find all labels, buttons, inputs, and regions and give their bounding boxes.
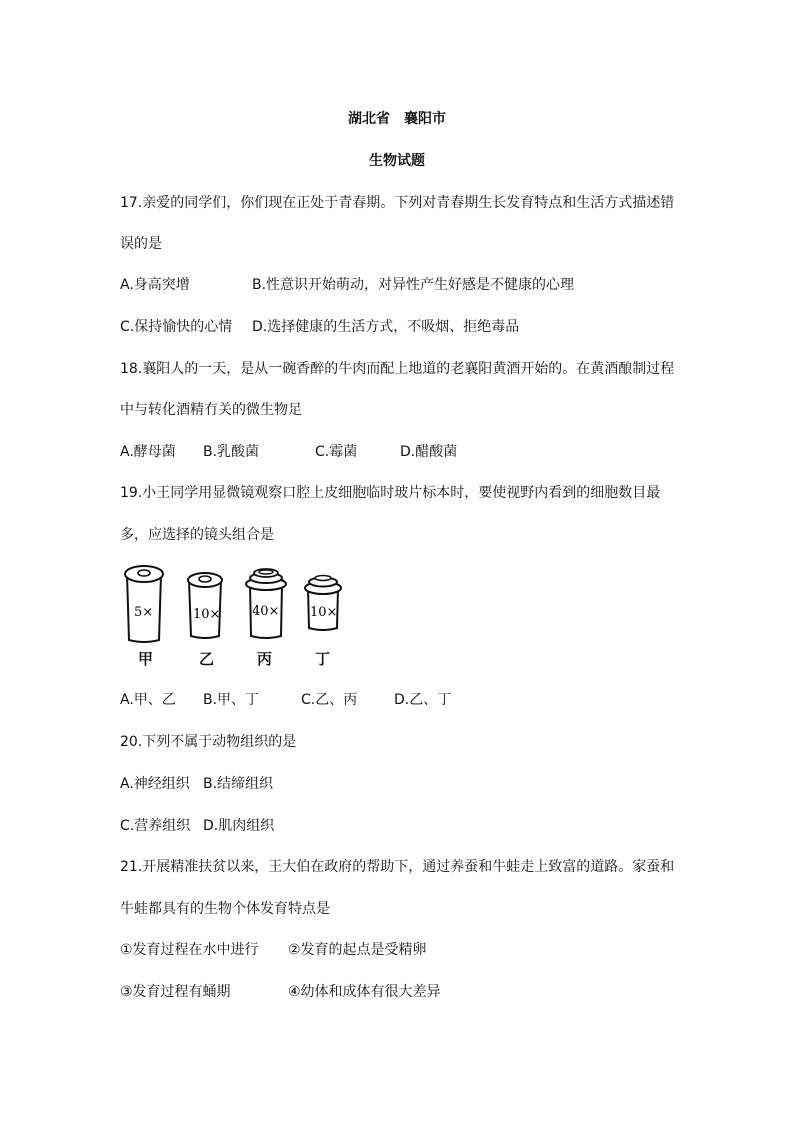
lens-jia-mag: 5× bbox=[134, 605, 154, 620]
lens-ding-label: 丁 bbox=[315, 650, 331, 668]
lens-bing-mag: 40× bbox=[252, 604, 280, 619]
lens-ding bbox=[305, 576, 341, 631]
lens-jia bbox=[125, 566, 163, 642]
lens-diagram bbox=[118, 560, 358, 680]
q17-option-b: B.性意识开始萌动，对异性产生好感是不健康的心理 bbox=[252, 277, 575, 293]
q21-stem-line2: 牛蛙都具有的生物个体发育特点是 bbox=[120, 901, 330, 917]
q20-option-d: D.肌肉组织 bbox=[203, 818, 275, 834]
lens-bing bbox=[246, 569, 286, 638]
q19-option-c: C.乙、丙 bbox=[301, 692, 358, 708]
q18-option-a: A.酵母菌 bbox=[120, 444, 176, 460]
q19-option-b: B.甲、丁 bbox=[203, 692, 260, 708]
q18-stem-line2: 中与转化酒精冇关的微生物足 bbox=[120, 402, 302, 418]
exam-region-title: 湖北省 襄阳市 bbox=[348, 111, 446, 127]
q20-option-a: A.神经组织 bbox=[120, 776, 190, 792]
lens-bing-label: 丙 bbox=[257, 650, 273, 668]
q17-option-a: A.身高突增 bbox=[120, 277, 190, 293]
q19-stem-line1: 19.小王同学用显微镜观察口腔上皮细胞临时玻片标本时，要使视野内看到的细胞数目最 bbox=[120, 485, 661, 501]
q17-stem-line2: 误的是 bbox=[120, 236, 162, 252]
q18-option-c: C.霉菌 bbox=[315, 444, 358, 460]
q18-stem-line1: 18.襄阳人的一天，是从一碗香醉的牛肉而配上地道的老襄阳黄酒开始的。在黄酒酿制过程 bbox=[120, 361, 675, 377]
lens-yi-label: 乙 bbox=[199, 650, 215, 668]
q21-item-1: ①发育过程在水中进行 bbox=[120, 942, 259, 958]
q17-option-d: D.选择健康的生活方式，不吸烟、拒绝毒品 bbox=[252, 319, 520, 335]
exam-subject-title: 生物试题 bbox=[369, 153, 425, 169]
q21-item-2: ②发育的起点是受精卵 bbox=[288, 942, 427, 958]
q17-stem-line1: 17.亲爱的同学们，你们现在正处于青春期。下列对青春期生长发育特点和生活方式描述错 bbox=[120, 195, 675, 211]
q19-stem-line2: 多，应选择的镜头组合是 bbox=[120, 527, 274, 543]
lens-yi-mag: 10× bbox=[193, 607, 221, 622]
q17-option-c: C.保持愉快的心情 bbox=[120, 319, 233, 335]
q19-option-d: D.乙、丁 bbox=[394, 692, 452, 708]
q18-option-d: D.醋酸菌 bbox=[400, 444, 458, 460]
lens-jia-label: 甲 bbox=[138, 650, 154, 668]
q18-option-b: B.乳酸菌 bbox=[203, 444, 260, 460]
q20-option-b: B.结缔组织 bbox=[203, 776, 274, 792]
lens-illustration bbox=[118, 560, 358, 650]
q20-option-c: C.营养组织 bbox=[120, 818, 191, 834]
q20-stem: 20.下列不属于动物组织的是 bbox=[120, 734, 297, 750]
q21-stem-line1: 21.开展精准扶贫以来，王大伯在政府的帮助下，通过养蚕和牛蛙走上致富的道路。家蚕和 bbox=[120, 859, 675, 875]
lens-ding-mag: 10× bbox=[310, 605, 338, 620]
q21-item-3: ③发育过程有蛹期 bbox=[120, 984, 231, 1000]
q19-option-a: A.甲、乙 bbox=[120, 692, 176, 708]
q21-item-4: ④幼体和成体有很大差异 bbox=[288, 984, 441, 1000]
lens-yi bbox=[188, 573, 222, 638]
